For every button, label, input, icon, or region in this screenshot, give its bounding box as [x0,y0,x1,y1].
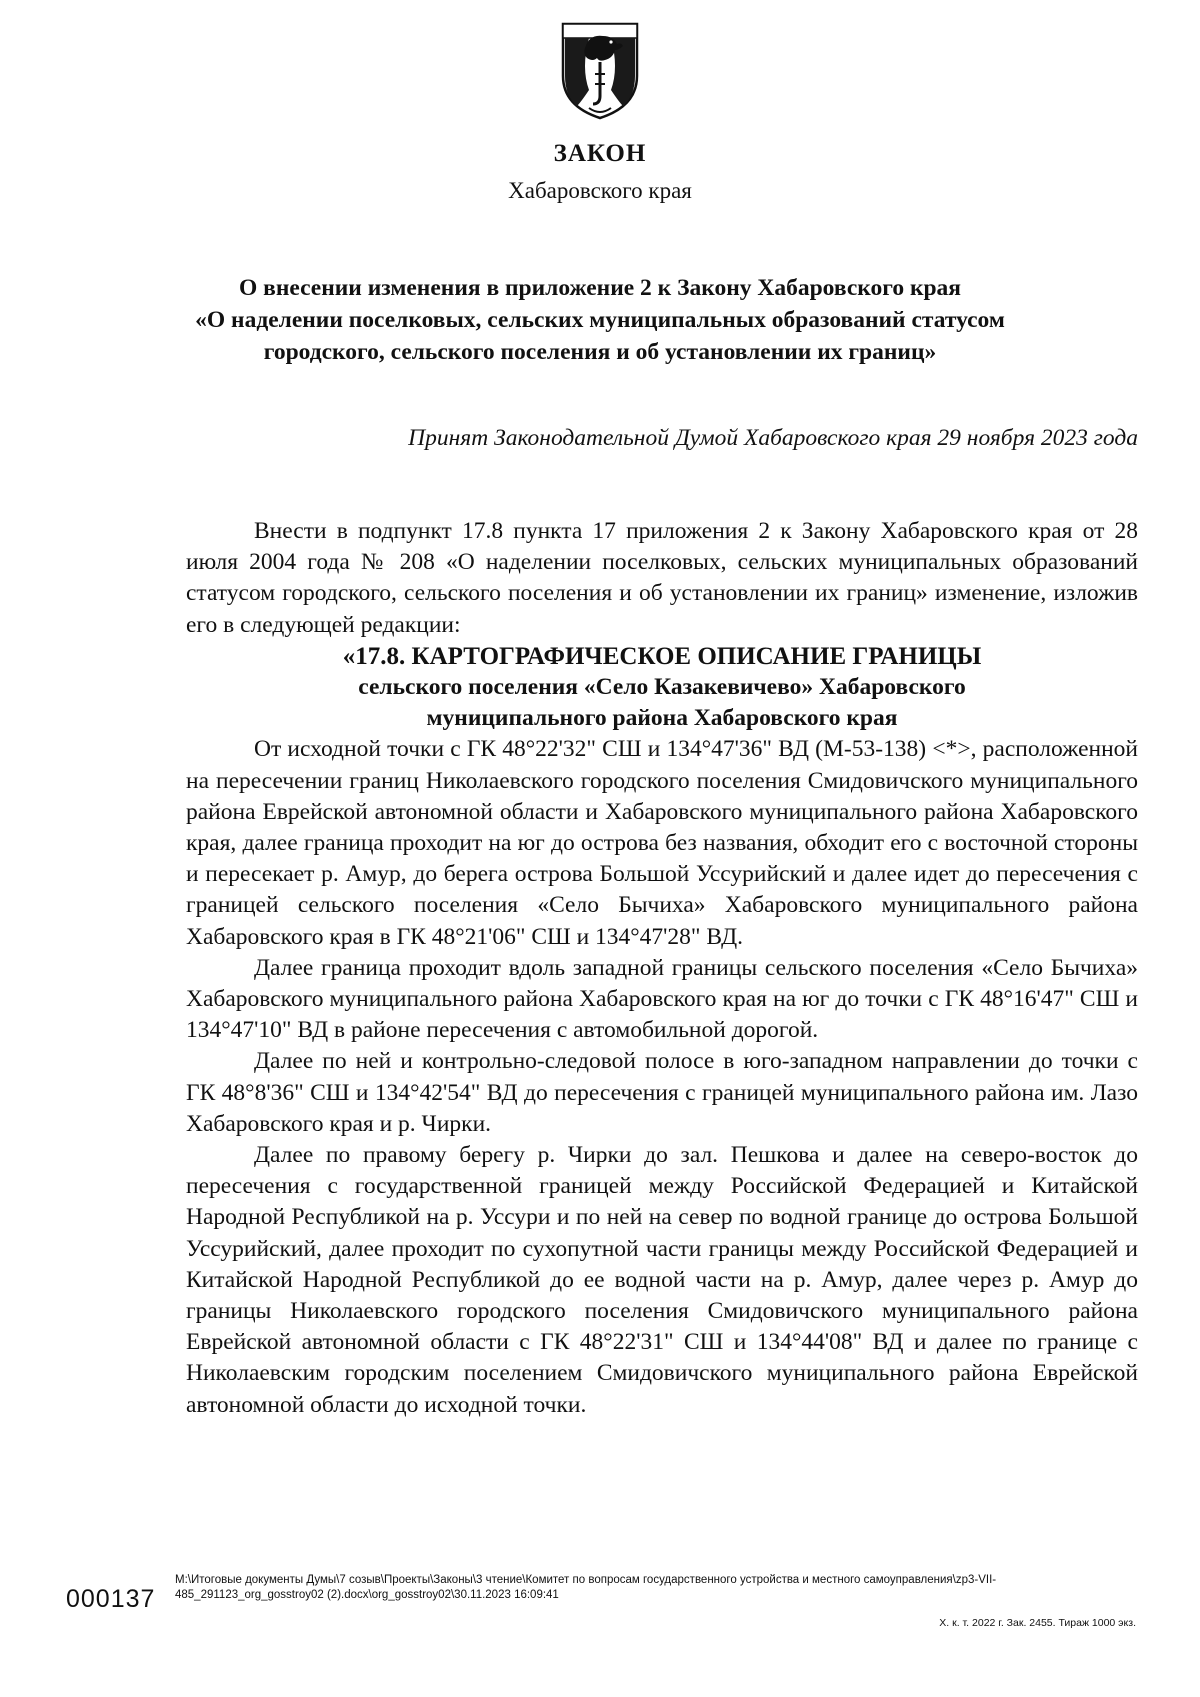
document-body [186,516,1138,1421]
file-path-footer [175,1573,1135,1603]
boundary-paragraph-3: Далее по ней и контрольно-следовой полосе в юго-западном направлении до точки с ГК 48°8'36" СШ и 134°42'54" ВД до пересечения с границей муниципального района им. Лазо Хабаровского края и р. Чирки. [186,1048,1138,1137]
printer-info: Х. к. т. 2022 г. Зак. 2455. Тираж 1000 экз. [939,1617,1136,1629]
register-number: 000137 [66,1585,156,1613]
document-region: Хабаровского края [508,178,692,203]
section-heading [186,641,1138,735]
document-type: ЗАКОН [553,140,647,167]
title-line-1: О внесении изменения в приложение 2 к Закону Хабаровского края [238,275,962,301]
section-heading-line-3: муниципального района Хабаровского края [426,705,898,732]
section-heading-line-2: сельского поселения «Село Казакевичево» Хабаровского [358,674,966,701]
section-heading-line-1: «17.8. КАРТОГРАФИЧЕСКОЕ ОПИСАНИЕ ГРАНИЦЫ [342,642,982,670]
adoption-note: Принят Законодательной Думой Хабаровского края 29 ноября 2023 года [408,425,1138,451]
file-path-line-1: М:\Итоговые документы Думы\7 созыв\Проекты\Законы\3 чтение\Комитет по вопросам государственного устройства и местного самоуправления\zp3-VII- [175,1574,997,1586]
coat-of-arms-emblem [555,18,645,123]
boundary-paragraph-1: От исходной точки с ГК 48°22'32" СШ и 134°47'36" ВД (М-53-138) <*>, расположенной на пересечении границ Николаевского городского поселения Смидовичского муниципального района Еврейской автономной области и Хабаровского муниципального района Хабаровского края, далее граница проходит на юг до острова без названия, обходит его с восточной стороны и пересекает р. Амур, до берега острова Большой Уссурийский и далее идет до пересечения с границей сельского поселения «Село Бычиха» Хабаровского муниципального района Хабаровского края в ГК 48°21'06" СШ и 134°47'28" ВД. [186,736,1138,950]
document-title [150,272,1050,368]
boundary-paragraph-4: Далее по правому берегу р. Чирки до зал. Пешкова и далее на северо-восток до пересечения с государственной границей между Российской Федерацией и Китайской Народной Республикой на р. Уссури и по ней на север по водной границе до острова Большой Уссурийский, далее проходит по сухопутной части границы между Российской Федерацией и Китайской Народной Республикой до ее водной части на р. Амур, далее через р. Амур до границы Николаевского городского поселения Смидовичского муниципального района Еврейской автономной области с ГК 48°22'31" СШ и 134°44'08" ВД и далее по границе с Николаевским городским поселением Смидовичского муниципального района Еврейской автономной области до исходной точки. [186,1142,1138,1418]
file-path-line-2: 485_291123_org_gosstroy02 (2).docx\org_gosstroy02\30.11.2023 16:09:41 [175,1589,559,1601]
intro-paragraph: Внести в подпункт 17.8 пункта 17 приложения 2 к Закону Хабаровского края от 28 июля 2004 года № 208 «О наделении поселковых, сельских муниципальных образований статусом городского, сельского поселения и об установлении их границ» изменение, изложив его в следующей редакции: [186,518,1138,638]
title-line-2: «О наделении поселковых, сельских муниципальных образований статусом [195,307,1005,333]
title-line-3: городского, сельского поселения и об установлении их границ» [263,339,937,365]
boundary-paragraph-2: Далее граница проходит вдоль западной границы сельского поселения «Село Бычиха» Хабаровского муниципального района Хабаровского края на юг до точки с ГК 48°16'47" СШ и 134°47'10" ВД в районе пересечения с автомобильной дорогой. [186,954,1138,1044]
